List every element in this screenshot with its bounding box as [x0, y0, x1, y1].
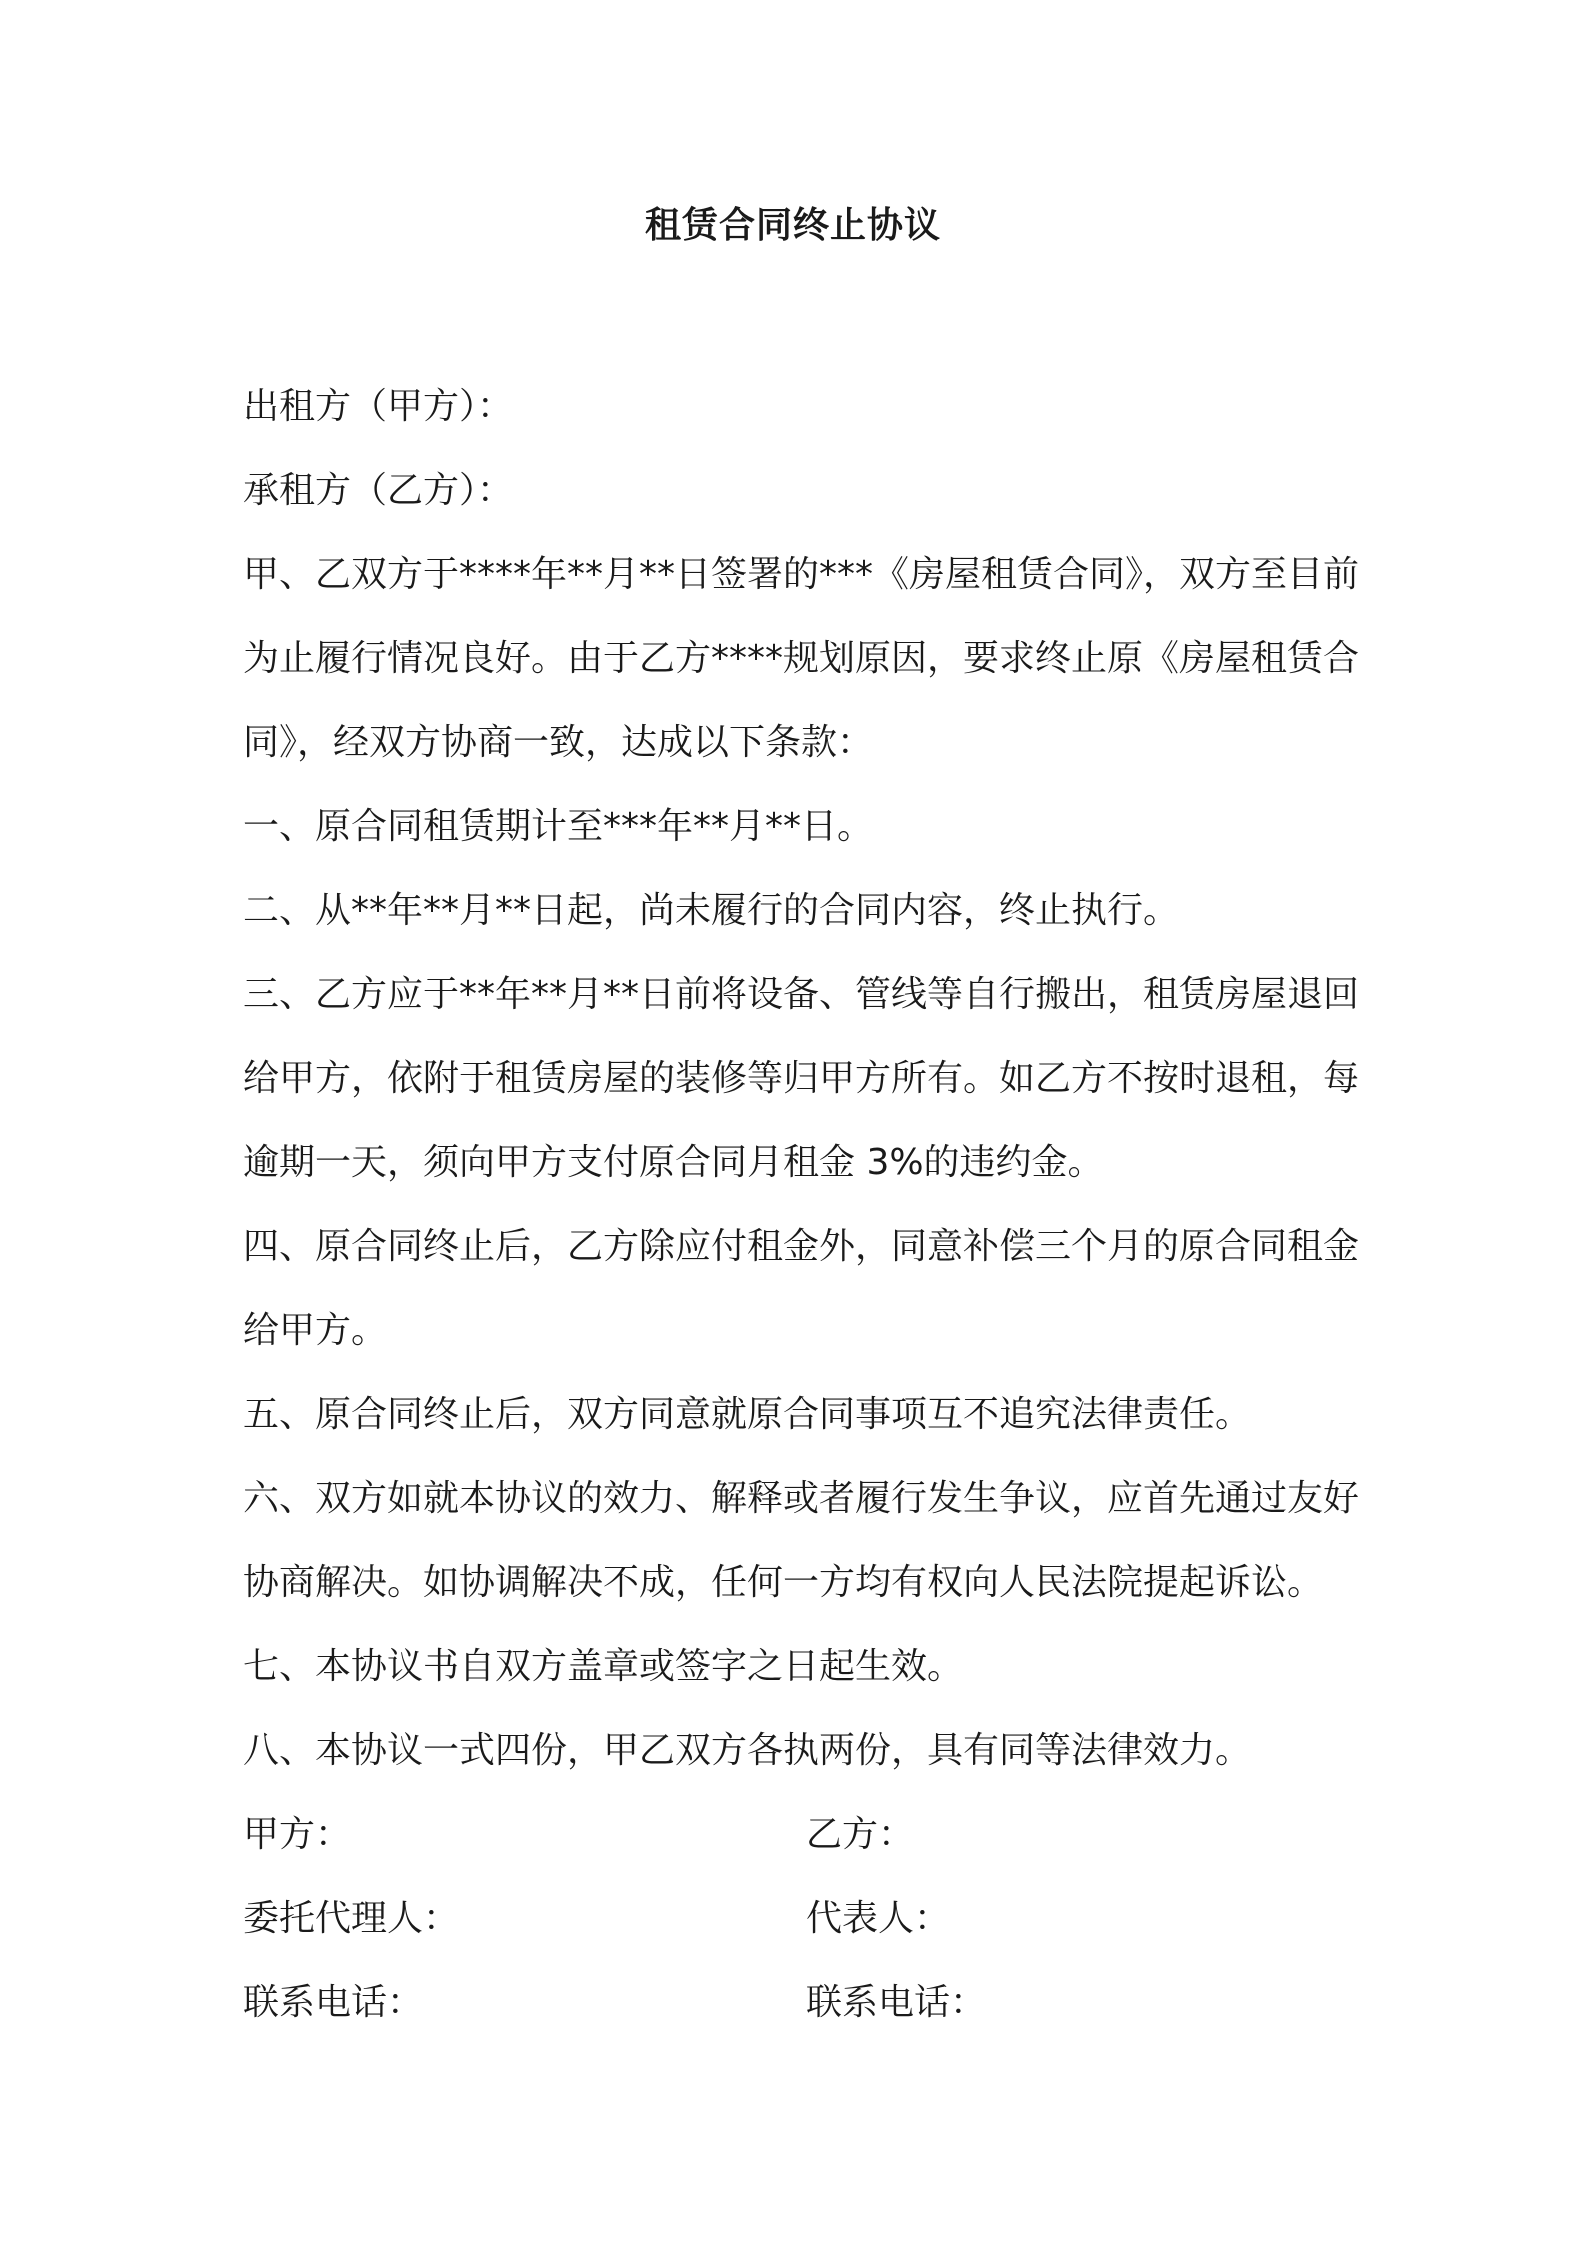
phone-b-label: 联系电话：	[806, 1982, 987, 2023]
signature-row-phones	[243, 1961, 1363, 2045]
signature-row-parties	[243, 1793, 1363, 1877]
document-title: 租赁合同终止协议	[644, 205, 941, 246]
clause-1: 一、原合同租赁期计至***年**月**日。	[243, 806, 874, 847]
clause-2: 二、从**年**月**日起，尚未履行的合同内容，终止执行。	[243, 890, 1180, 931]
document-body	[243, 365, 1363, 2045]
party-b-label: 乙方：	[806, 1814, 915, 1855]
lessee-line: 承租方（乙方）：	[243, 470, 514, 511]
party-a-label: 甲方：	[243, 1814, 352, 1855]
clause-3: 三、乙方应于**年**月**日前将设备、管线等自行搬出，租赁房屋退回给甲方，依附于租赁房屋的装修等归甲方所有。如乙方不按时退租，每逾期一天，须向甲方支付原合同月租金 3%的违约金。	[243, 974, 1360, 1183]
phone-a-label: 联系电话：	[243, 1982, 424, 2023]
clause-5: 五、原合同终止后，双方同意就原合同事项互不追究法律责任。	[243, 1394, 1252, 1435]
clause-7: 七、本协议书自双方盖章或签字之日起生效。	[243, 1646, 964, 1687]
clause-4: 四、原合同终止后，乙方除应付租金外，同意补偿三个月的原合同租金给甲方。	[243, 1226, 1360, 1351]
agent-label: 委托代理人：	[243, 1898, 460, 1939]
signature-row-agents	[243, 1877, 1363, 1961]
representative-label: 代表人：	[806, 1898, 951, 1939]
clause-6: 六、双方如就本协议的效力、解释或者履行发生争议，应首先通过友好协商解决。如协调解决不成，任何一方均有权向人民法院提起诉讼。	[243, 1478, 1360, 1603]
intro-paragraph: 甲、乙双方于****年**月**日签署的***《房屋租赁合同》，双方至目前为止履行情况良好。由于乙方****规划原因，要求终止原《房屋租赁合同》，经双方协商一致，达成以下条款：	[243, 554, 1360, 763]
lessor-line: 出租方（甲方）：	[243, 386, 514, 427]
clause-8: 八、本协议一式四份，甲乙双方各执两份，具有同等法律效力。	[243, 1730, 1252, 1771]
